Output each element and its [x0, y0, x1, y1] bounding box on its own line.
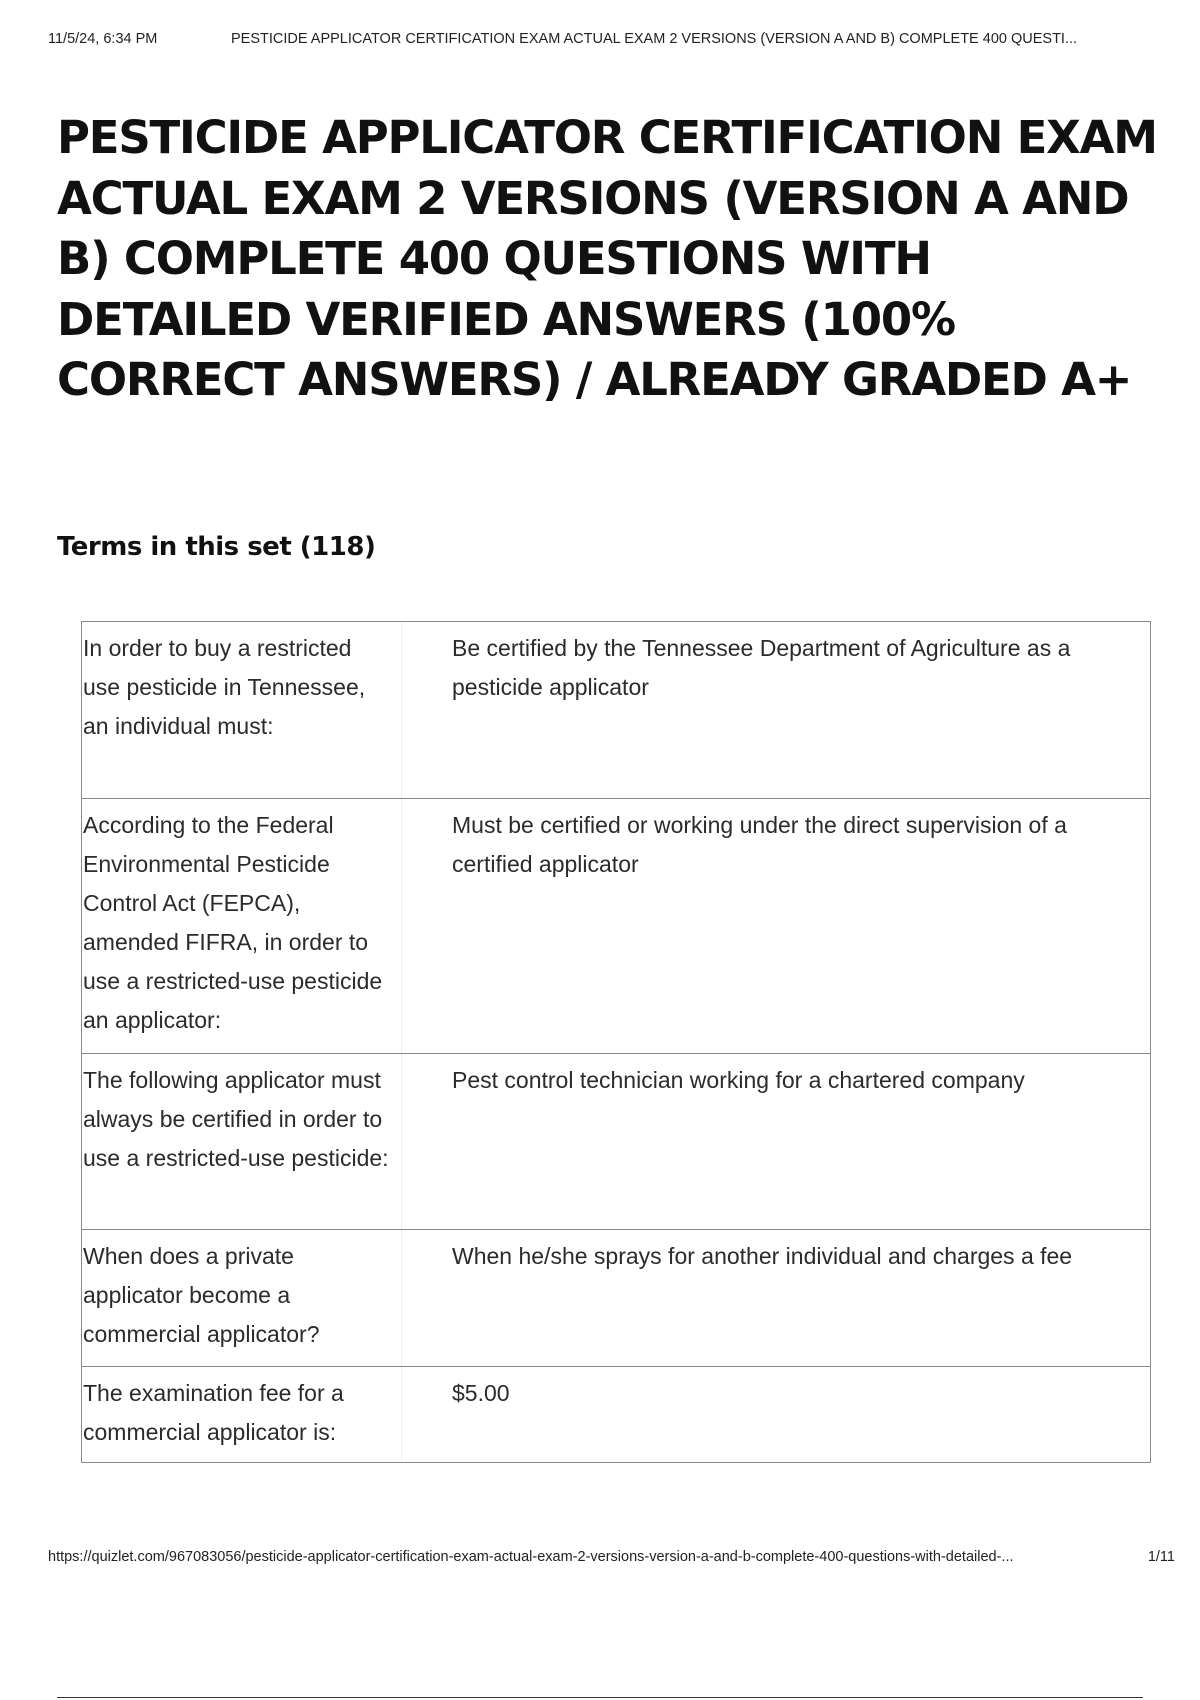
page-title: PESTICIDE APPLICATOR CERTIFICATION EXAM ACTUAL EXAM 2 VERSIONS (VERSION A AND B) COMPLETE 400 QUESTIONS WITH DETAILED VERIFIED ANSWERS (100% CORRECT ANSWERS) / ALREADY GRADED A+	[57, 111, 1157, 406]
terms-table	[81, 621, 1151, 1463]
print-footer	[48, 1549, 1188, 1565]
term-row	[82, 1366, 1150, 1462]
print-datetime: 11/5/24, 6:34 PM	[48, 31, 158, 47]
print-url: https://quizlet.com/967083056/pesticide-applicator-certification-exam-actual-exam-2-versions-version-a-and-b-complete-400-questions-with-detailed-...	[48, 1549, 1014, 1565]
divider	[57, 1697, 1143, 1698]
print-header	[48, 31, 1178, 47]
print-doc-title: PESTICIDE APPLICATOR CERTIFICATION EXAM ACTUAL EXAM 2 VERSIONS (VERSION A AND B) COMPLETE 400 QUESTI...	[231, 31, 1078, 47]
term-question: In order to buy a restricted use pesticide in Tennessee, an individual must:	[82, 622, 402, 798]
term-question: When does a private applicator become a commercial applicator?	[82, 1230, 402, 1366]
term-question: The examination fee for a commercial applicator is:	[82, 1367, 402, 1462]
term-row	[82, 622, 1150, 798]
term-answer: When he/she sprays for another individual and charges a fee	[452, 1243, 1073, 1269]
term-answer: Pest control technician working for a chartered company	[452, 1067, 1025, 1093]
terms-count-heading: Terms in this set (118)	[57, 532, 376, 562]
term-question: According to the Federal Environmental Pesticide Control Act (FEPCA), amended FIFRA, in order to use a restricted-use pesticide an applicator:	[82, 799, 402, 1053]
term-question: The following applicator must always be certified in order to use a restricted-use pesticide:	[82, 1054, 402, 1229]
page-number: 1/11	[1147, 1549, 1175, 1565]
term-row	[82, 1229, 1150, 1366]
term-answer: Must be certified or working under the direct supervision of a certified applicator	[452, 812, 1067, 877]
term-answer: Be certified by the Tennessee Department of Agriculture as a pesticide applicator	[452, 635, 1071, 700]
term-answer: $5.00	[452, 1380, 510, 1406]
term-row	[82, 798, 1150, 1053]
term-row	[82, 1053, 1150, 1229]
